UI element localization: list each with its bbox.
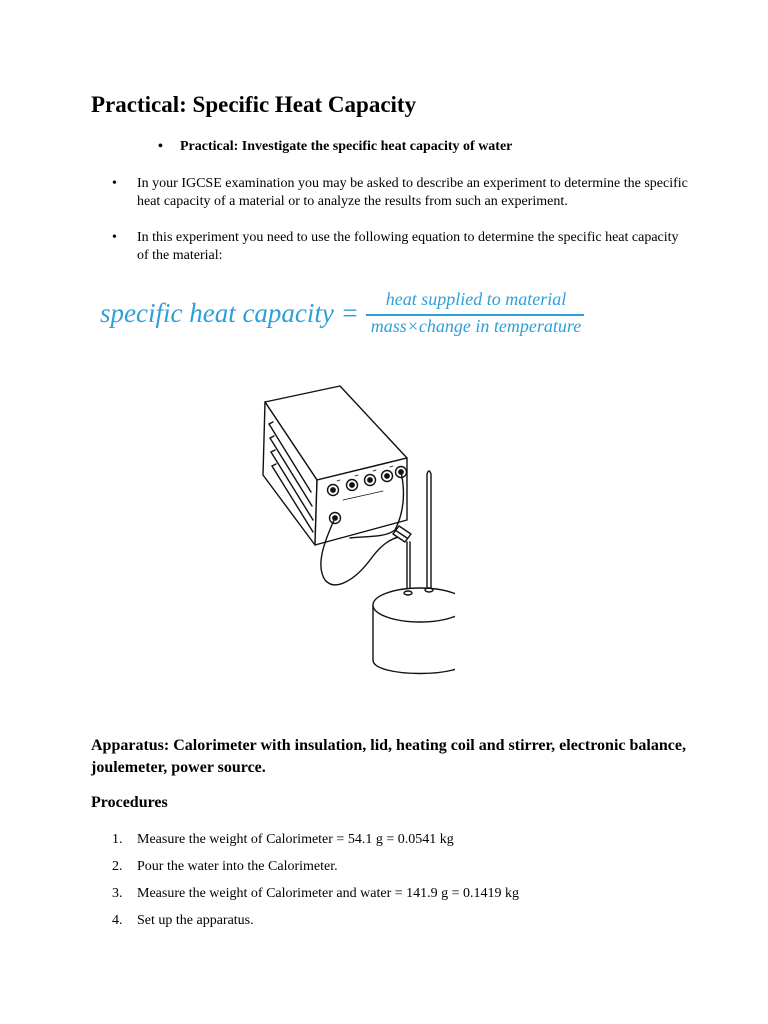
bullet-dot: • bbox=[112, 176, 117, 191]
step-text: Measure the weight of Calorimeter and water = 141.9 g = 0.1419 kg bbox=[137, 886, 520, 901]
calorimeter-apparatus-illustration bbox=[255, 380, 455, 680]
step-text: Set up the apparatus. bbox=[137, 913, 254, 928]
step-number: 2. bbox=[112, 859, 123, 874]
step-number: 1. bbox=[112, 832, 123, 847]
bullet-text: In your IGCSE examination you may be asked to describe an experiment to determine the specific heat capacity of a material or to analyze the results from such an experiment. bbox=[137, 176, 688, 209]
equation-denominator: mass×change in temperature bbox=[370, 316, 582, 336]
calorimeter bbox=[373, 588, 455, 674]
thermometer bbox=[427, 471, 431, 588]
bullet-text: In this experiment you need to use the following equation to determine the specific heat capacity of the material: bbox=[137, 230, 679, 263]
step-number: 3. bbox=[112, 886, 123, 901]
procedures-heading: Procedures bbox=[91, 794, 168, 811]
equation-lhs: specific heat capacity = bbox=[100, 298, 359, 328]
apparatus-list: Apparatus: Calorimeter with insulation, lid, heating coil and stirrer, electronic balance, joulemeter, power source. bbox=[91, 737, 686, 776]
sub-bullet-text: Practical: Investigate the specific heat capacity of water bbox=[180, 139, 513, 154]
page-title: Practical: Specific Heat Capacity bbox=[91, 92, 417, 117]
step-text: Measure the weight of Calorimeter = 54.1 g = 0.0541 kg bbox=[137, 832, 454, 847]
bullet-dot: • bbox=[158, 139, 163, 154]
step-text: Pour the water into the Calorimeter. bbox=[137, 859, 338, 874]
step-number: 4. bbox=[112, 913, 123, 928]
bullet-dot: • bbox=[112, 230, 117, 245]
equation-numerator: heat supplied to material bbox=[385, 289, 567, 309]
